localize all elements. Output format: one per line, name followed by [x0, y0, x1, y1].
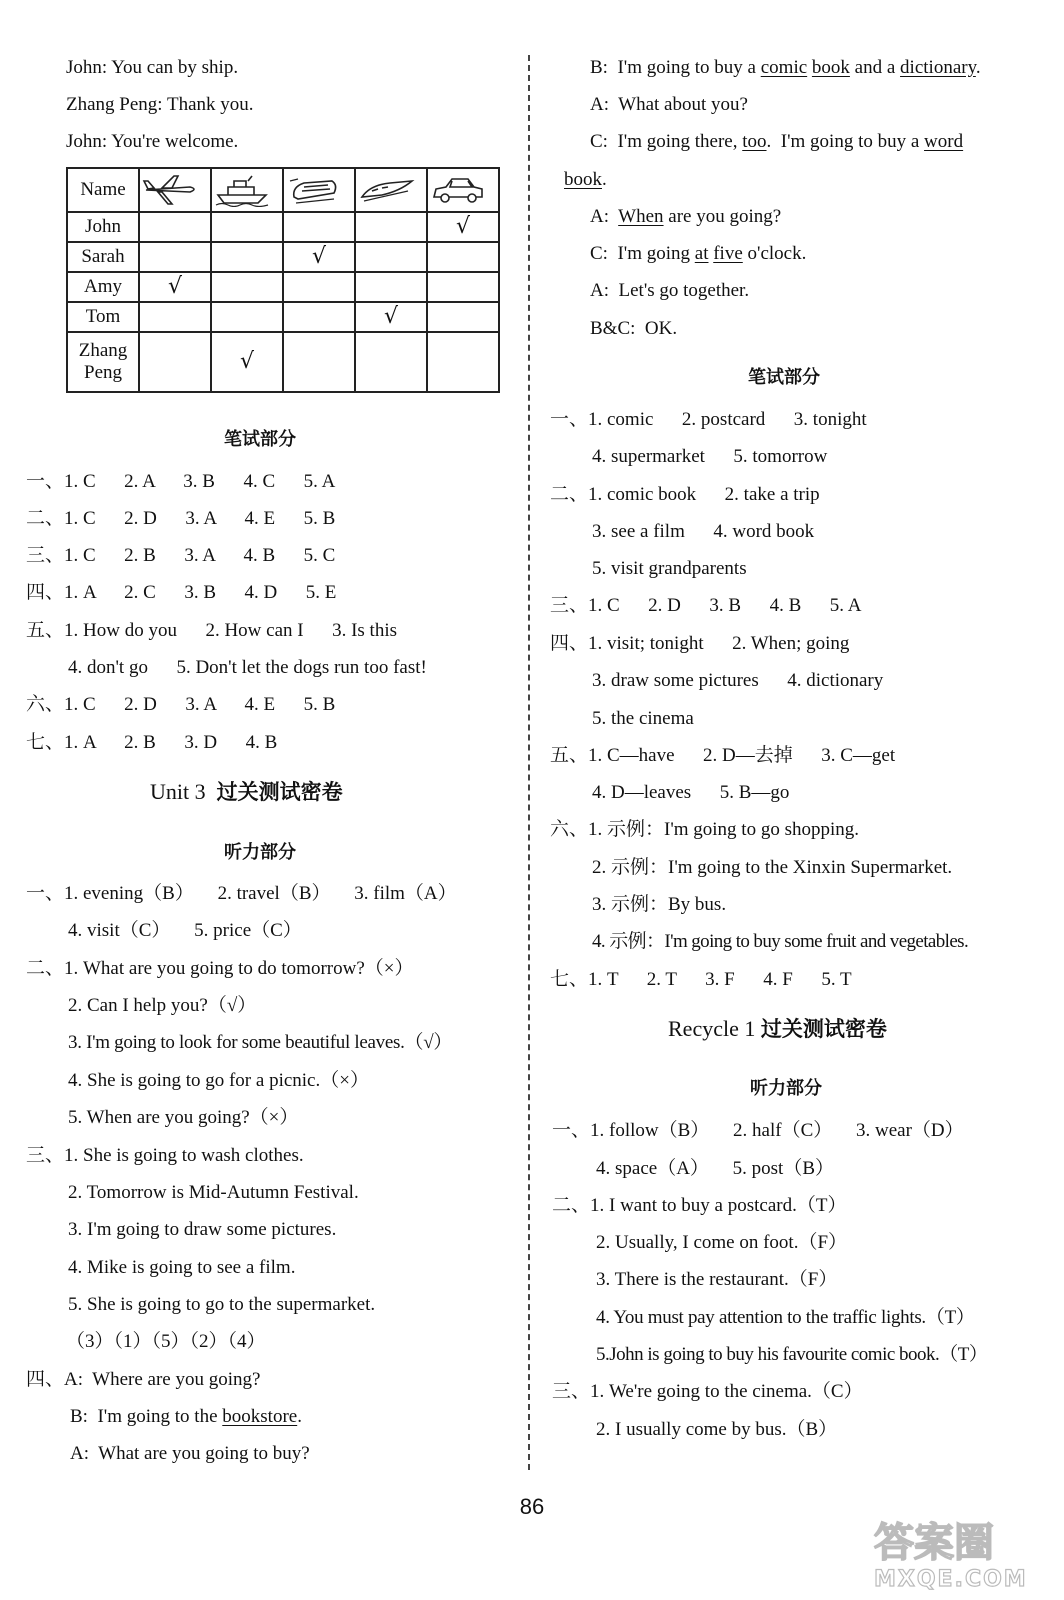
mark-cell: √ — [211, 332, 283, 392]
answer-line: 4. Mike is going to see a film. — [68, 1257, 296, 1278]
answer-line: 5. visit grandparents — [592, 558, 747, 579]
text-run: are you going? — [663, 206, 782, 227]
section-heading: 听力部分 — [750, 1078, 822, 1099]
text-run: A: — [590, 206, 619, 227]
dialog-line — [70, 1405, 302, 1429]
answer-line: 5. She is going to go to the supermarket. — [68, 1294, 376, 1315]
section-heading: 笔试部分 — [224, 429, 296, 450]
underlined-answer: book — [564, 169, 602, 190]
answer-line: 2. Can I help you?（√） — [68, 995, 257, 1016]
mark-cell — [139, 242, 211, 272]
dialog-line — [590, 130, 963, 154]
text-run: and a — [849, 57, 901, 78]
mark-cell — [283, 272, 355, 302]
mark-cell — [211, 272, 283, 302]
text-run: . I'm going to buy a — [766, 131, 925, 152]
row-name: Sarah — [67, 242, 139, 272]
underlined-answer: comic — [760, 57, 808, 78]
dialog-line: 四、A: Where are you going? — [26, 1369, 261, 1390]
mark-cell — [355, 272, 427, 302]
answer-line: 四、1. A 2. C 3. B 4. D 5. E — [26, 582, 337, 603]
answer-line: 2. Usually, I come on foot.（F） — [596, 1232, 848, 1253]
answer-line: 4. supermarket 5. tomorrow — [592, 446, 828, 467]
table-row — [67, 212, 499, 242]
underlined-answer: book — [811, 57, 850, 78]
mark-cell: √ — [427, 212, 499, 242]
row-name — [67, 332, 139, 392]
answer-line: 二、1. I want to buy a postcard.（T） — [552, 1195, 847, 1216]
train-icon — [355, 168, 427, 212]
table-row — [67, 332, 499, 392]
table-header-row — [67, 168, 499, 212]
mark-cell: √ — [283, 242, 355, 272]
underlined-answer: too — [742, 131, 767, 152]
answer-line: 一、1. follow（B） 2. half（C） 3. wear（D） — [552, 1120, 964, 1141]
answer-line: 3. 示例：By bus. — [592, 894, 727, 915]
answer-line: 3. I'm going to draw some pictures. — [68, 1219, 337, 1240]
ship-icon — [211, 168, 283, 212]
answer-line: 2. 示例：I'm going to the Xinxin Supermarket. — [592, 857, 953, 878]
answer-line: 4. You must pay attention to the traffic lights.（T） — [596, 1307, 975, 1328]
dialog-line: A: What about you? — [590, 94, 748, 115]
unit-title-cn: 过关测试密卷 — [216, 780, 343, 804]
recycle-title — [668, 1017, 887, 1041]
mark-cell — [427, 302, 499, 332]
underlined-answer: five — [713, 243, 743, 264]
answer-line: 5. the cinema — [592, 708, 694, 729]
text-run: . — [602, 169, 607, 190]
column-divider — [528, 55, 530, 1470]
answer-line: 二、1. comic book 2. take a trip — [550, 484, 820, 505]
dialog-line — [590, 205, 781, 229]
underlined-answer: When — [618, 206, 664, 227]
answer-line: 三、1. She is going to wash clothes. — [26, 1145, 304, 1166]
unit-title — [150, 780, 343, 804]
answer-line: 4. She is going to go for a picnic.（×） — [68, 1070, 369, 1091]
mark-cell — [355, 332, 427, 392]
underlined-answer: at — [694, 243, 709, 264]
recycle-title-en: Recycle 1 — [668, 1016, 756, 1041]
mark-cell — [139, 302, 211, 332]
answer-line: 2. Tomorrow is Mid-Autumn Festival. — [68, 1182, 359, 1203]
mark-cell — [355, 242, 427, 272]
answer-line: 4. D—leaves 5. B—go — [592, 782, 790, 803]
row-name: Amy — [67, 272, 139, 302]
answer-line: 七、1. A 2. B 3. D 4. B — [26, 732, 278, 753]
watermark-url: MXQE.COM — [874, 1567, 1028, 1592]
answer-line: 5. When are you going?（×） — [68, 1107, 299, 1128]
mark-cell: √ — [355, 302, 427, 332]
unit-title-en: Unit 3 — [150, 779, 206, 804]
answer-line: 3. There is the restaurant.（F） — [596, 1269, 838, 1290]
underlined-answer: dictionary — [900, 57, 976, 78]
mark-cell — [211, 302, 283, 332]
dialog-line: John: You can by ship. — [66, 57, 239, 78]
dialog-line — [590, 56, 981, 80]
dialog-line: John: You're welcome. — [66, 131, 239, 152]
dialog-line — [590, 242, 806, 266]
row-name-line: Peng — [84, 362, 122, 383]
table-row — [67, 242, 499, 272]
answer-line: 五、1. C—have 2. D—去掉 3. C—get — [550, 745, 896, 766]
answer-line: 六、1. C 2. D 3. A 4. E 5. B — [26, 694, 336, 715]
answer-line: 三、1. C 2. D 3. B 4. B 5. A — [550, 595, 862, 616]
underlined-answer: bookstore — [222, 1406, 298, 1427]
answer-line: 三、1. We're going to the cinema.（C） — [552, 1381, 863, 1402]
mark-cell — [211, 212, 283, 242]
answer-line: 2. I usually come by bus.（B） — [596, 1419, 838, 1440]
watermark-cn: 答案圈 — [874, 1520, 994, 1566]
mark-cell — [427, 242, 499, 272]
answer-line: 二、1. C 2. D 3. A 4. E 5. B — [26, 508, 336, 529]
car-icon — [427, 168, 499, 212]
mark-cell — [211, 242, 283, 272]
answer-line: 三、1. C 2. B 3. A 4. B 5. C — [26, 545, 336, 566]
section-heading: 听力部分 — [224, 842, 296, 863]
mark-cell — [283, 332, 355, 392]
transport-table — [66, 167, 500, 393]
mark-cell — [427, 332, 499, 392]
answer-line: 3. see a film 4. word book — [592, 521, 815, 542]
row-name: John — [67, 212, 139, 242]
text-run: o'clock. — [742, 243, 807, 264]
answer-line: 二、1. What are you going to do tomorrow?（×） — [26, 958, 414, 979]
table-header-name: Name — [67, 168, 139, 212]
answer-line: 四、1. visit; tonight 2. When; going — [550, 633, 850, 654]
answer-line: 一、1. comic 2. postcard 3. tonight — [550, 409, 867, 430]
answer-line: 4. visit（C） 5. price（C） — [68, 920, 302, 941]
table-row — [67, 272, 499, 302]
answer-line: 一、1. evening（B） 2. travel（B） 3. film（A） — [26, 883, 457, 904]
mark-cell: √ — [139, 272, 211, 302]
text-run: B: I'm going to buy a — [590, 57, 761, 78]
recycle-title-cn: 过关测试密卷 — [760, 1017, 887, 1041]
plane-icon — [139, 168, 211, 212]
answer-line: 五、1. How do you 2. How can I 3. Is this — [26, 620, 398, 641]
dialog-line: Zhang Peng: Thank you. — [66, 94, 254, 115]
dialog-line: A: Let's go together. — [590, 280, 750, 301]
subway-icon — [283, 168, 355, 212]
answer-line: 4. 示例：I'm going to buy some fruit and vegetables. — [592, 931, 969, 952]
table-row — [67, 302, 499, 332]
row-name-line: Zhang — [78, 340, 128, 361]
text-run: B: I'm going to the — [70, 1406, 223, 1427]
mark-cell — [427, 272, 499, 302]
mark-cell — [283, 302, 355, 332]
watermark-logo — [868, 1512, 1048, 1592]
text-run: C: I'm going there, — [590, 131, 743, 152]
answer-line: 3. I'm going to look for some beautiful leaves.（√） — [68, 1032, 453, 1053]
mark-cell — [355, 212, 427, 242]
answer-line: 一、1. C 2. A 3. B 4. C 5. A — [26, 471, 336, 492]
section-heading: 笔试部分 — [748, 367, 820, 388]
dialog-line: B&C: OK. — [590, 318, 678, 339]
mark-cell — [139, 332, 211, 392]
mark-cell — [283, 212, 355, 242]
answer-line: （3）（1）（5）（2）（4） — [66, 1331, 266, 1352]
text-run: . — [975, 57, 981, 78]
page-number: 86 — [519, 1494, 545, 1519]
answer-line: 4. don't go 5. Don't let the dogs run too fast! — [68, 657, 427, 678]
answer-line: 4. space（A） 5. post（B） — [596, 1158, 835, 1179]
mark-cell — [139, 212, 211, 242]
answer-line: 六、1. 示例：I'm going to go shopping. — [550, 819, 860, 840]
text-run: . — [297, 1406, 302, 1427]
text-run: C: I'm going — [590, 243, 695, 264]
answer-line: 5.John is going to buy his favourite comic book.（T） — [596, 1344, 988, 1365]
row-name: Tom — [67, 302, 139, 332]
dialog-line — [564, 168, 607, 192]
dialog-line: A: What are you going to buy? — [70, 1443, 310, 1464]
underlined-answer: word — [924, 131, 964, 152]
answer-line: 3. draw some pictures 4. dictionary — [592, 670, 884, 691]
answer-line: 七、1. T 2. T 3. F 4. F 5. T — [550, 969, 852, 990]
